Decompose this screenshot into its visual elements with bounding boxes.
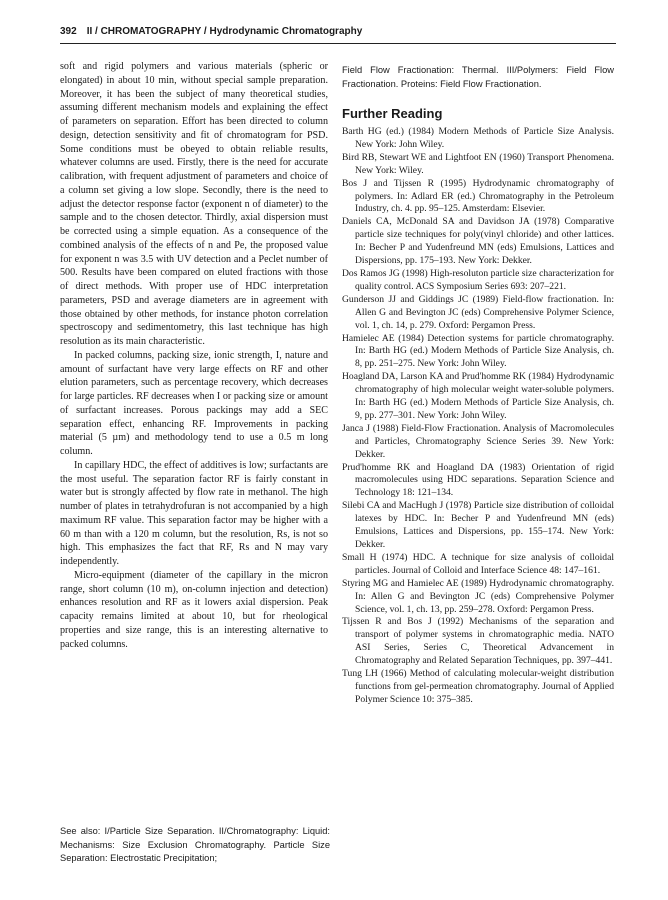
reference-item: Daniels CA, McDonald SA and Davidson JA (1978) Comparative particle size techniques for poly(vinyl chloride) and other lattices. In: Becher P and Yudenfreund MN (eds) Emulsions, Lattices and Dispersions, pp. 175–193. New York: Dekker. [342, 216, 614, 267]
reference-item: Gunderson JJ and Giddings JC (1989) Field-flow fractionation. In: Allen G and Bevington JC (eds) Comprehensive Polymer Science, vol. 1, ch. 14, p. 279. Oxford: Pergamon Press. [342, 293, 614, 331]
paragraph-4: Micro-equipment (diameter of the capillary in the micron range, short column (10 m), on-column injection and detection) enhances resolution and RF as it lowers axial dispersion. Peak capacity remains limited at about 10, but for rheological properties and size range, this is an interesting alternative to packed columns. [60, 569, 328, 650]
paragraph-2: In packed columns, packing size, ionic strength, I, nature and amount of surfactant have very large effects on RF and other elution parameters, such as percentage recovery, which decreases for large particles. RF decreases when I or packing size or amount of surfactant increases. Porous packings may add a SEC separation effect, enhancing RF. Improvements in packing material (5 µm) and methodology tend to use a 0.5 m long column. [60, 349, 328, 457]
see-also-label: See also: [60, 826, 101, 836]
reference-item: Dos Ramos JG (1998) High-resoluton particle size characterization for quality control. ACS Symposium Series 693: 207–221. [342, 267, 614, 292]
reference-item: Hamielec AE (1984) Detection systems for particle chromatography. In: Barth HG (ed.) Modern Methods of Particle Size Analysis, ch. 8, pp. 251–275. New York: John Wiley. [342, 332, 614, 370]
left-column [60, 60, 328, 651]
running-header [60, 26, 616, 37]
reference-item: Barth HG (ed.) (1984) Modern Methods of Particle Size Analysis. New York: John Wiley. [342, 126, 614, 150]
reference-item: Bird RB, Stewart WE and Lightfoot EN (1960) Transport Phenomena. New York: Wiley. [342, 151, 614, 176]
further-reading-heading: Further Reading [342, 106, 443, 121]
running-title: II / CHROMATOGRAPHY / Hydrodynamic Chromatography [86, 26, 363, 37]
see-also-part1: I/Particle Size Separation. II/Chromatography: Liquid: Mechanisms: Size Exclusion Chromatography. Particle Size Separation: Electrostatic Precipitation; [60, 826, 330, 863]
reference-item: Tung LH (1966) Method of calculating molecular-weight distribution functions from gel-permeation chromatography. Journal of Applied Polymer Science 10: 375–385. [342, 668, 614, 705]
reference-item: Janca J (1988) Field-Flow Fractionation. Analysis of Macromolecules and Particles, Chromatography Science Series 39. New York: Dekker. [342, 422, 614, 460]
page-number: 392 [60, 26, 77, 37]
reference-item: Bos J and Tijssen R (1995) Hydrodynamic chromatography of polymers. In: Adlard ER (ed.) Chromatography in the Petroleum Industry, ch. 4. pp. 95–125. Amsterdam: Elsevier. [342, 177, 614, 215]
paragraph-3: In capillary HDC, the effect of additives is low; surfactants are the most useful. The separation factor RF is fairly constant in water but is strongly affected by flow rate in methanol. The high number of plates in tetrahydrofuran is not accompanied by a high maximum RF value. This separation factor may be higher with a 60 m than with a 120 m column, but the resolution, Rs, is not so high. This emphasizes the fact that RF, Rs and N may vary independently. [60, 459, 328, 567]
see-also [60, 825, 330, 866]
reference-item: Tijssen R and Bos J (1992) Mechanisms of the separation and transport of polymer systems in chromatographic media. NATO ASI Series, Series C, Theoretical Advancement in Chromatography and Related Separation Techniques, pp. 397–441. [342, 616, 614, 667]
reference-item: Hoagland DA, Larson KA and Prud'homme RK (1984) Hydrodynamic chromatography of high molecular weight water-soluble polymers. In: Barth HG (ed.) Modern Methods of Particle Size Analysis, ch. 9, pp. 277–301. New York: John Wiley. [342, 371, 614, 421]
reference-list [342, 126, 614, 707]
paragraph-1: soft and rigid polymers and various materials (spheric or elongated) in about 10 min, without special sample preparation. Moreover, it has been the subject of many theoretical studies, assuming different mechanism models and explaining the effect of parameters on separation. Effort has been directed to column design, detection sensitivity and fit of chromatogram for PSD. Some conditions must be obeyed to obtain reliable results, whatever columns are used. Firstly, there is the need for accurate calibration, with frequent adjustment of parameters and choice of a column set giving a low slope. Secondly, there is the need to adjust the detector response factor (exponent n of diameter) to the sample and to the chosen detector. Thirdly, axial dispersion must be corrected using a simple equation. As a consequence of the combined analysis of the effects of n and Pe, the proposed value for exponent n was 3.5 with UV detection and a Peclet number of 500. Results have been compared on eluted fractions with those of direct methods. With proper use of HDC interpretation parameters, PSD and average diameters are in agreement with those obtained by other methods, for instance photon correlation spectroscopy and sedimentometry, this last technique has high resolution as its main characteristic. [60, 61, 328, 347]
header-rule [60, 43, 616, 44]
reference-item: Silebi CA and MacHugh J (1978) Particle size distribution of colloidal latexes by HDC. In: Becher P and Yudenfreund MN (eds) Emulsions, Lattices and Dispersions, pp. 155–174. New York: Dekker. [342, 500, 614, 550]
see-also-continued [342, 64, 614, 91]
reference-item: Prud'homme RK and Hoagland DA (1983) Orientation of rigid macromolecules using HDC separations. Separation Science and Technology 18: 121–134. [342, 461, 614, 499]
see-also-part2: Field Flow Fractionation: Thermal. III/Polymers: Field Flow Fractionation. Proteins: Field Flow Fractionation. [342, 65, 614, 89]
reference-item: Small H (1974) HDC. A technique for size analysis of colloidal particles. Journal of Colloid and Interface Science 48: 147–161. [342, 551, 614, 576]
reference-item: Styring MG and Hamielec AE (1989) Hydrodynamic chromatography. In: Allen G and Bevington JC (eds) Comprehensive Polymer Science, vol. 1, ch. 13, pp. 259–278. Oxford: Pergamon Press. [342, 577, 614, 615]
